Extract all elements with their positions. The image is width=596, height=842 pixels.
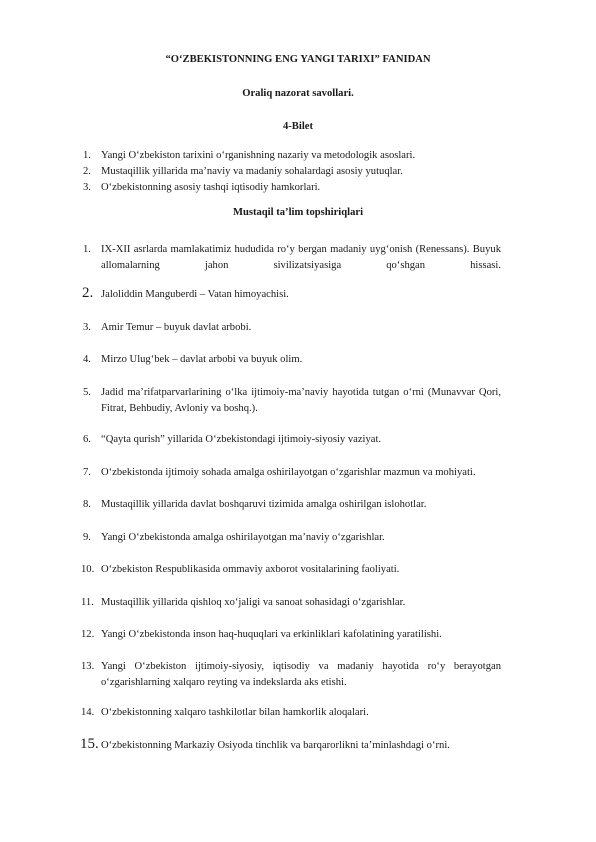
task-text: Mustaqillik yillarida davlat boshqaruvi tizimida amalga oshirilgan islohotlar. — [101, 499, 427, 510]
task-text: Jadid ma’rifatparvarlarining o‘lka ijtimoiy-ma’naviy hayotida tutgan o‘rni (Munavvar Qori, Fitrat, Behbudiy, Avloniy va boshq.). — [101, 387, 501, 414]
task-text: Jaloliddin Manguberdi – Vatan himoyachisi. — [101, 289, 289, 300]
task-item — [82, 285, 501, 303]
question-item — [83, 148, 501, 164]
task-number: 11. — [81, 597, 94, 608]
question-text: Mustaqillik yillarida ma’naviy va madaniy sohalardagi asosiy yutuqlar. — [101, 166, 403, 177]
task-text: Amir Temur – buyuk davlat arbobi. — [101, 322, 252, 333]
task-number: 12. — [81, 629, 95, 640]
task-number: 10. — [81, 564, 95, 575]
task-item — [83, 432, 501, 448]
task-number: 1. — [83, 244, 91, 255]
question-item — [83, 180, 501, 196]
task-text: Yangi O‘zbekistonda amalga oshirilayotgan ma’naviy o‘zgarishlar. — [101, 532, 385, 543]
task-text: “Qayta qurish” yillarida O‘zbekistondagi ijtimoiy-siyosiy vaziyat. — [101, 434, 382, 445]
task-number: 13. — [81, 661, 95, 672]
task-item — [80, 736, 501, 754]
task-item — [81, 595, 501, 611]
task-item — [81, 659, 501, 691]
task-item — [81, 705, 501, 721]
task-item — [83, 242, 501, 274]
task-item — [81, 562, 501, 578]
ticket-number: 4-Bilet — [282, 121, 313, 132]
document-subtitle: Oraliq nazorat savollari. — [242, 88, 354, 99]
task-number: 6. — [83, 434, 91, 445]
independent-work-heading: Mustaqil ta’lim topshiriqlari — [232, 207, 364, 218]
task-item — [83, 497, 501, 513]
task-item — [83, 465, 501, 481]
task-text: Mirzo Ulug‘bek – davlat arbobi va buyuk olim. — [101, 354, 303, 365]
task-item — [81, 627, 501, 643]
task-text: O‘zbekistonning xalqaro tashkilotlar bilan hamkorlik aloqalari. — [101, 707, 369, 718]
task-text: O‘zbekistonning Markaziy Osiyoda tinchlik va barqarorlikni ta’minlashdagi o‘rni. — [101, 740, 450, 751]
task-number: 14. — [81, 707, 95, 718]
task-text: Mustaqillik yillarida qishloq xo‘jaligi va sanoat sohasidagi o‘zgarishlar. — [101, 597, 406, 608]
task-number: 9. — [83, 532, 91, 543]
task-item — [83, 320, 501, 336]
question-number: 1. — [83, 150, 91, 161]
task-number: 15. — [80, 736, 99, 752]
task-text: O‘zbekistonda ijtimoiy sohada amalga oshirilayotgan o‘zgarishlar mazmun va mohiyati. — [101, 467, 476, 478]
task-number: 4. — [83, 354, 91, 365]
task-text: Yangi O‘zbekistonda inson haq-huquqlari va erkinliklari kafolatining yaratilishi. — [101, 629, 442, 640]
question-text: O‘zbekistonning asosiy tashqi iqtisodiy hamkorlari. — [101, 182, 321, 193]
question-text: Yangi O‘zbekiston tarixini o‘rganishning nazariy va metodologik asoslari. — [101, 150, 416, 161]
question-item — [83, 164, 501, 180]
task-number: 7. — [83, 467, 91, 478]
task-text: IX-XII asrlarda mamlakatimiz hududida ro‘y bergan madaniy uyg‘onish (Renessans). Buyuk allomalarning jahon sivilizatsiyasiga qo‘shgan hissasi. — [101, 244, 501, 271]
task-number: 2. — [82, 285, 94, 301]
document-title: “O‘ZBEKISTONNING ENG YANGI TARIXI” FANIDAN — [165, 54, 431, 65]
task-item — [83, 352, 501, 368]
task-text: O‘zbekiston Respublikasida ommaviy axborot vositalarining faoliyati. — [101, 564, 400, 575]
task-item — [83, 385, 501, 417]
question-number: 3. — [83, 182, 91, 193]
task-number: 3. — [83, 322, 91, 333]
question-number: 2. — [83, 166, 91, 177]
task-number: 8. — [83, 499, 91, 510]
task-number: 5. — [83, 387, 91, 398]
task-text: Yangi O‘zbekiston ijtimoiy-siyosiy, iqtisodiy va madaniy hayotida ro‘y berayotgan o‘zgarishlarning xalqaro reyting va indekslarda aks etishi. — [101, 661, 501, 688]
task-item — [83, 530, 501, 546]
